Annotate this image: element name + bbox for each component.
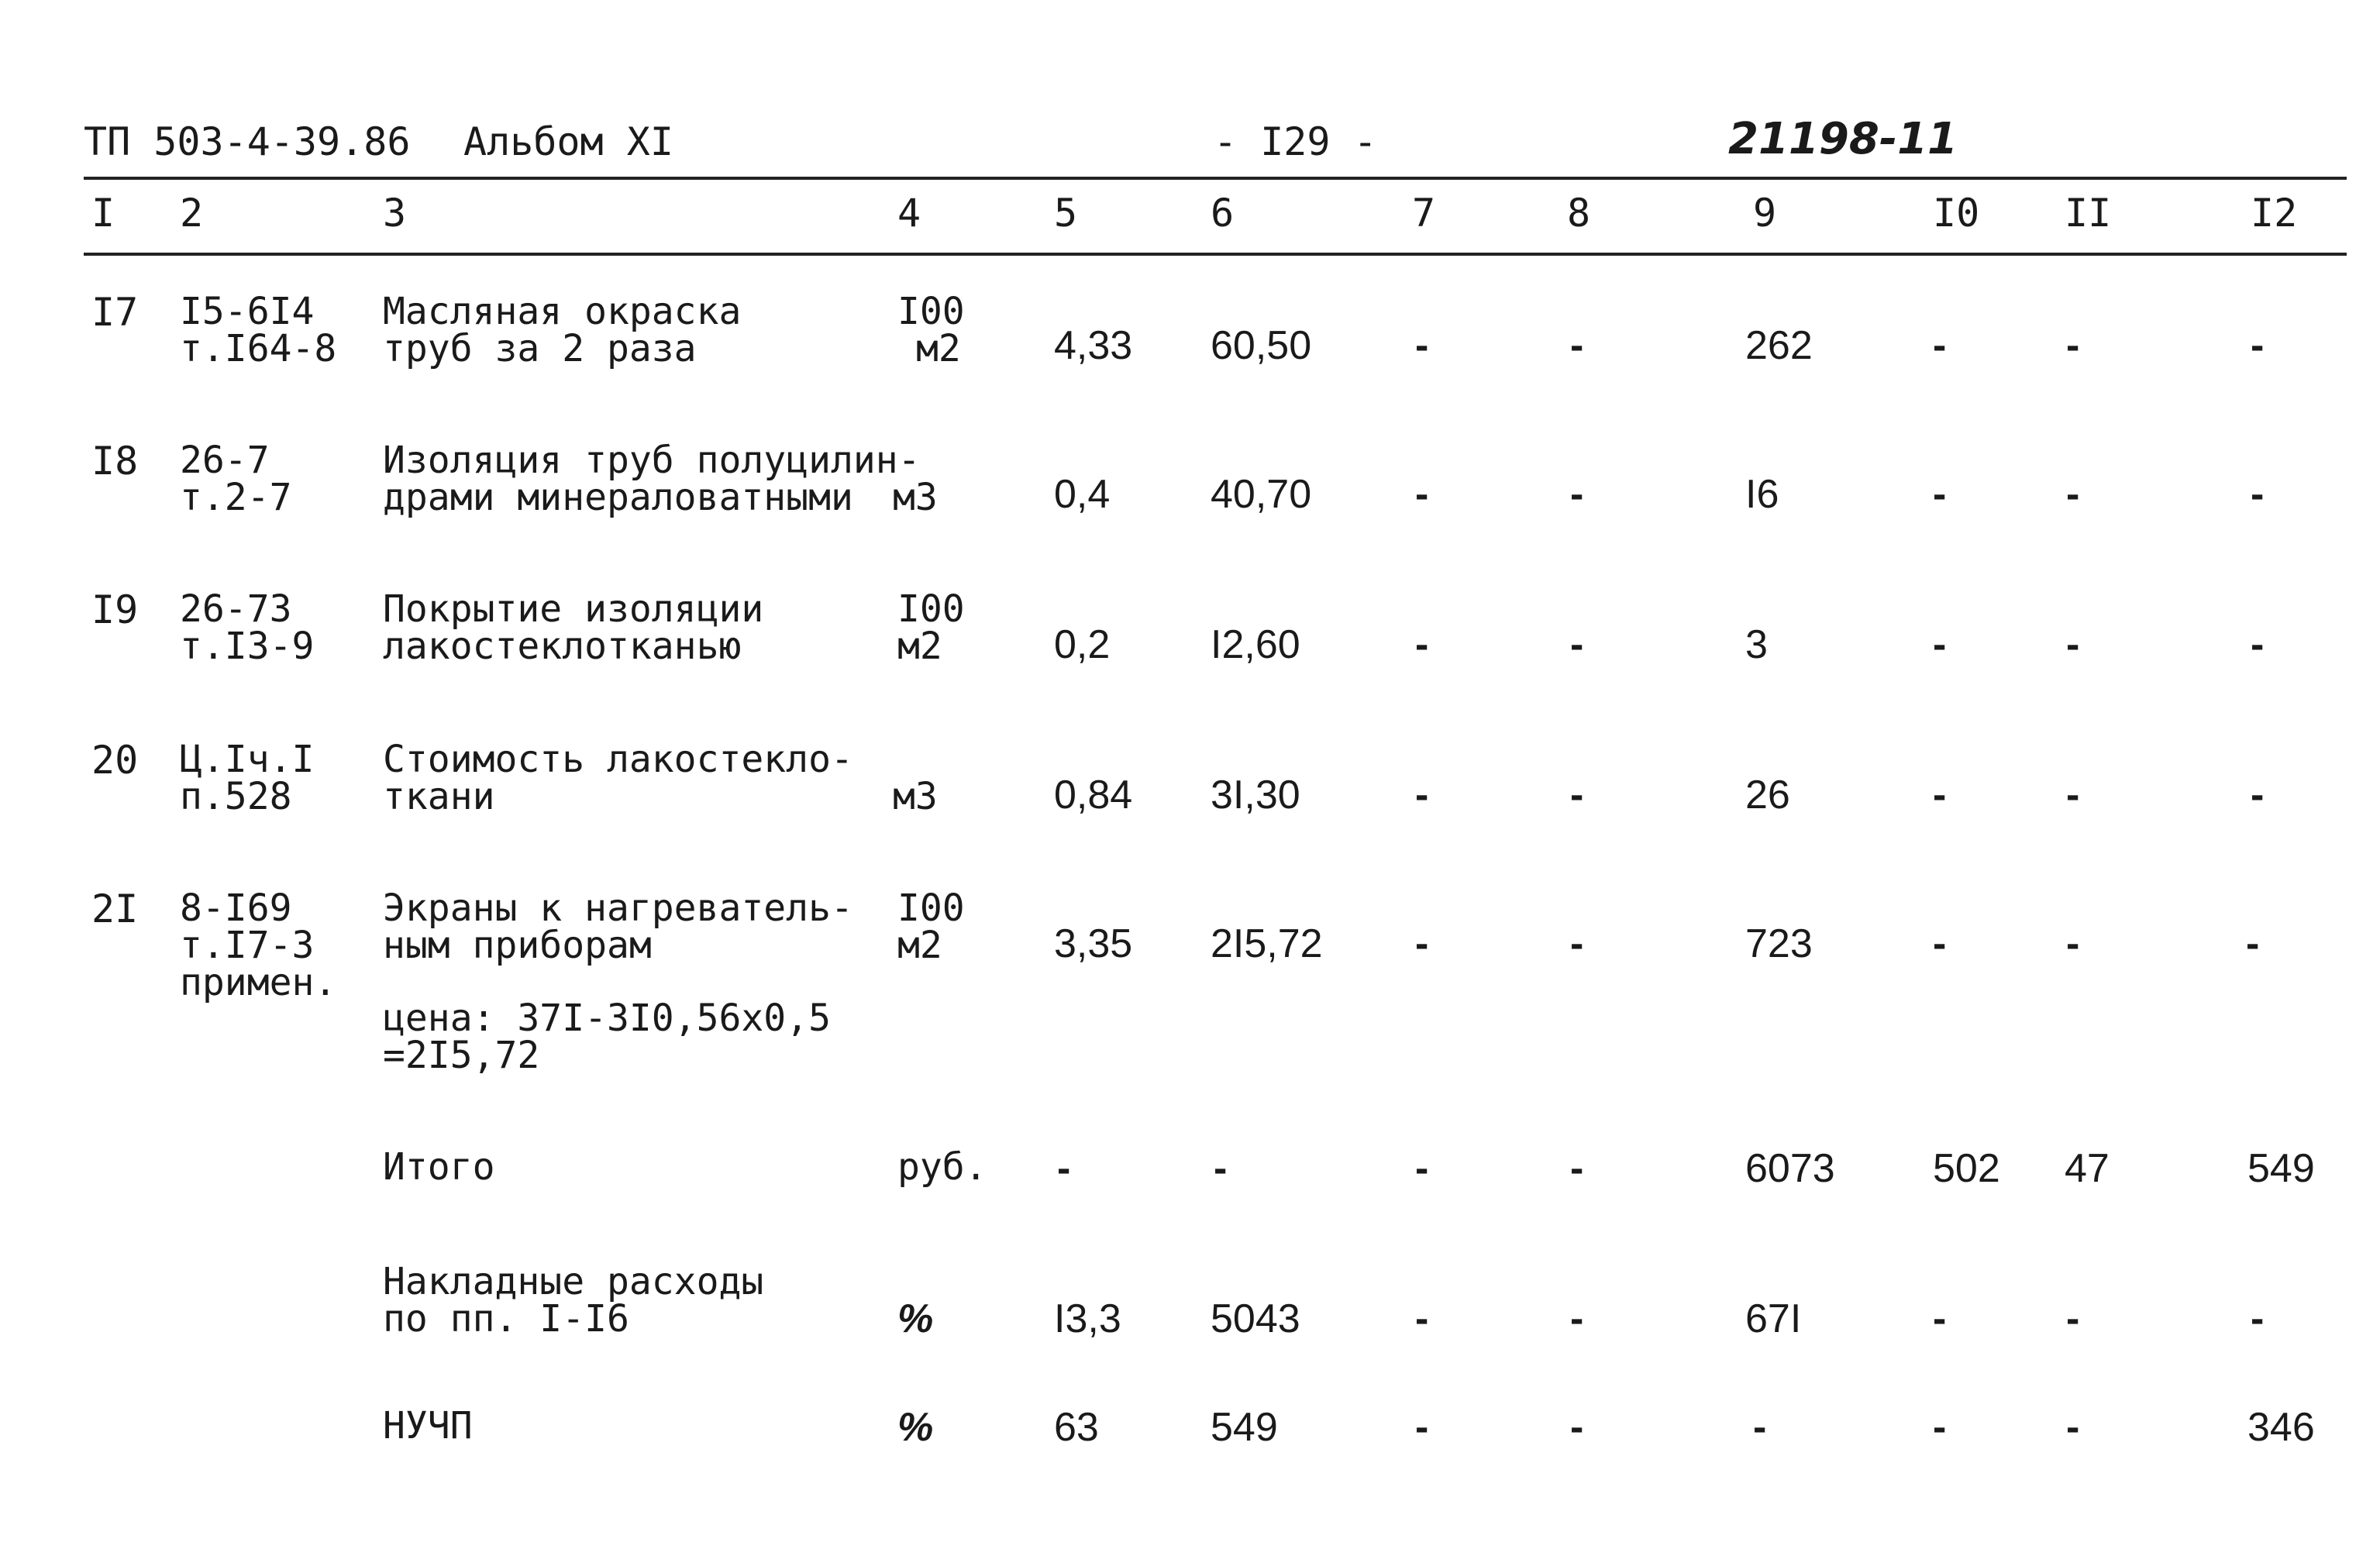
total-price: - <box>1214 1146 1228 1191</box>
row-col10: - <box>1933 773 1947 818</box>
row-description: Изоляция труб полуцилин- <box>383 439 921 482</box>
row-col8: - <box>1570 323 1584 368</box>
row-description: ным приборам <box>383 924 652 967</box>
row-col8: - <box>1570 472 1584 517</box>
row-col9: I6 <box>1745 472 1779 517</box>
total-label: Итого <box>383 1145 495 1189</box>
row-col7: - <box>1415 622 1429 667</box>
row-col9: 3 <box>1745 622 1768 667</box>
row-code: т.I3-9 <box>180 625 315 668</box>
total-col9: 6073 <box>1745 1146 1835 1191</box>
row-description: Масляная окраска <box>383 290 742 333</box>
row-col7: - <box>1415 323 1429 368</box>
row-col8: - <box>1570 921 1584 966</box>
nuchp-col9: - <box>1753 1405 1767 1450</box>
overhead-col12: - <box>2251 1296 2265 1341</box>
row-number: 20 <box>91 738 139 783</box>
row-description: Экраны к нагреватель- <box>383 886 853 930</box>
row-code: т.2-7 <box>180 476 292 519</box>
nuchp-col10: - <box>1933 1405 1947 1450</box>
overhead-qty: I3,3 <box>1054 1296 1121 1341</box>
row-unit: м3 <box>893 775 938 818</box>
row-quantity: 0,2 <box>1054 622 1111 667</box>
row-col10: - <box>1933 472 1947 517</box>
page-number: - I29 - <box>1214 119 1377 164</box>
row-col11: - <box>2066 472 2080 517</box>
row-col12: - <box>2251 472 2265 517</box>
row-col11: - <box>2066 773 2080 818</box>
total-col10: 502 <box>1933 1146 2000 1191</box>
row-col7: - <box>1415 921 1429 966</box>
nuchp-unit: % <box>897 1405 934 1450</box>
row-quantity: 0,84 <box>1054 773 1133 818</box>
row-col11: - <box>2066 921 2080 966</box>
row-description: ткани <box>383 775 495 818</box>
total-unit: руб. <box>897 1145 987 1189</box>
row-col12: - <box>2251 773 2265 818</box>
overhead-col11: - <box>2066 1296 2080 1341</box>
col-header-3: 3 <box>383 191 407 236</box>
row-number: I7 <box>91 290 139 335</box>
col-header-11: II <box>2065 191 2112 236</box>
overhead-label: по пп. I-I6 <box>383 1297 629 1341</box>
price-note: цена: 37I-3I0,56x0,5 <box>383 997 831 1040</box>
overhead-col7: - <box>1415 1296 1429 1341</box>
row-col8: - <box>1570 622 1584 667</box>
overhead-label: Накладные расходы <box>383 1260 764 1303</box>
row-col9: 26 <box>1745 773 1790 818</box>
col-header-5: 5 <box>1054 191 1078 236</box>
row-unit: I00 <box>897 290 965 333</box>
row-code: 26-73 <box>180 587 292 631</box>
handwritten-reference: 21198-11 <box>1728 114 1958 164</box>
row-unit: м2 <box>897 924 942 967</box>
row-price: 40,70 <box>1211 472 1312 517</box>
col-header-10: I0 <box>1933 191 1980 236</box>
row-unit: I00 <box>897 886 965 930</box>
total-col12: 549 <box>2247 1146 2315 1191</box>
album-label: Альбом XI <box>463 119 673 164</box>
row-col11: - <box>2066 323 2080 368</box>
col-header-4: 4 <box>897 191 921 236</box>
row-price: 60,50 <box>1211 323 1312 368</box>
nuchp-label: НУЧП <box>383 1404 473 1448</box>
row-col9: 723 <box>1745 921 1813 966</box>
row-col12: - <box>2251 622 2265 667</box>
col-header-2: 2 <box>180 191 204 236</box>
total-col8: - <box>1570 1146 1584 1191</box>
column-header-rule <box>84 253 2347 256</box>
row-col9: 262 <box>1745 323 1813 368</box>
overhead-price: 5043 <box>1211 1296 1300 1341</box>
col-header-12: I2 <box>2251 191 2298 236</box>
row-col11: - <box>2066 622 2080 667</box>
total-col11: 47 <box>2065 1146 2110 1191</box>
row-description: труб за 2 раза <box>383 327 697 370</box>
row-code: I5-6I4 <box>180 290 315 333</box>
col-header-6: 6 <box>1211 191 1235 236</box>
overhead-unit: % <box>897 1296 934 1341</box>
total-col7: - <box>1415 1146 1429 1191</box>
col-header-7: 7 <box>1412 191 1436 236</box>
row-unit: м3 <box>893 476 938 519</box>
row-col12: - <box>2246 921 2260 966</box>
row-code: примен. <box>180 961 337 1004</box>
row-number: 2I <box>91 886 139 931</box>
nuchp-col11: - <box>2066 1405 2080 1450</box>
overhead-col10: - <box>1933 1296 1947 1341</box>
row-description: Покрытие изоляции <box>383 587 764 631</box>
row-code: т.I64-8 <box>180 327 337 370</box>
row-col10: - <box>1933 921 1947 966</box>
col-header-1: I <box>91 191 115 236</box>
row-col10: - <box>1933 323 1947 368</box>
nuchp-price: 549 <box>1211 1405 1278 1450</box>
row-col7: - <box>1415 773 1429 818</box>
overhead-col9: 67I <box>1745 1296 1802 1341</box>
row-number: I8 <box>91 439 139 484</box>
overhead-col8: - <box>1570 1296 1584 1341</box>
nuchp-col12: 346 <box>2247 1405 2315 1450</box>
row-number: I9 <box>91 587 139 632</box>
row-quantity: 3,35 <box>1054 921 1133 966</box>
row-col10: - <box>1933 622 1947 667</box>
doc-code: ТП 503-4-39.86 <box>84 119 411 164</box>
header-rule <box>84 177 2347 180</box>
row-col8: - <box>1570 773 1584 818</box>
row-description: Стоимость лакостекло- <box>383 738 853 781</box>
total-qty: - <box>1057 1146 1071 1191</box>
nuchp-col7: - <box>1415 1405 1429 1450</box>
row-code: т.I7-3 <box>180 924 315 967</box>
row-unit: м2 <box>916 327 961 370</box>
price-note: =2I5,72 <box>383 1034 540 1077</box>
col-header-9: 9 <box>1753 191 1777 236</box>
nuchp-qty: 63 <box>1054 1405 1099 1450</box>
row-code: 26-7 <box>180 439 270 482</box>
row-description: драми минераловатными <box>383 476 853 519</box>
row-unit: I00 <box>897 587 965 631</box>
row-code: Ц.Iч.I <box>180 738 315 781</box>
row-code: п.528 <box>180 775 292 818</box>
row-price: 3I,30 <box>1211 773 1300 818</box>
row-price: 2I5,72 <box>1211 921 1323 966</box>
nuchp-col8: - <box>1570 1405 1584 1450</box>
row-col7: - <box>1415 472 1429 517</box>
row-quantity: 4,33 <box>1054 323 1133 368</box>
row-col12: - <box>2251 323 2265 368</box>
row-description: лакостеклотканью <box>383 625 742 668</box>
row-unit: м2 <box>897 625 942 668</box>
col-header-8: 8 <box>1567 191 1591 236</box>
row-quantity: 0,4 <box>1054 472 1111 517</box>
row-code: 8-I69 <box>180 886 292 930</box>
row-price: I2,60 <box>1211 622 1300 667</box>
